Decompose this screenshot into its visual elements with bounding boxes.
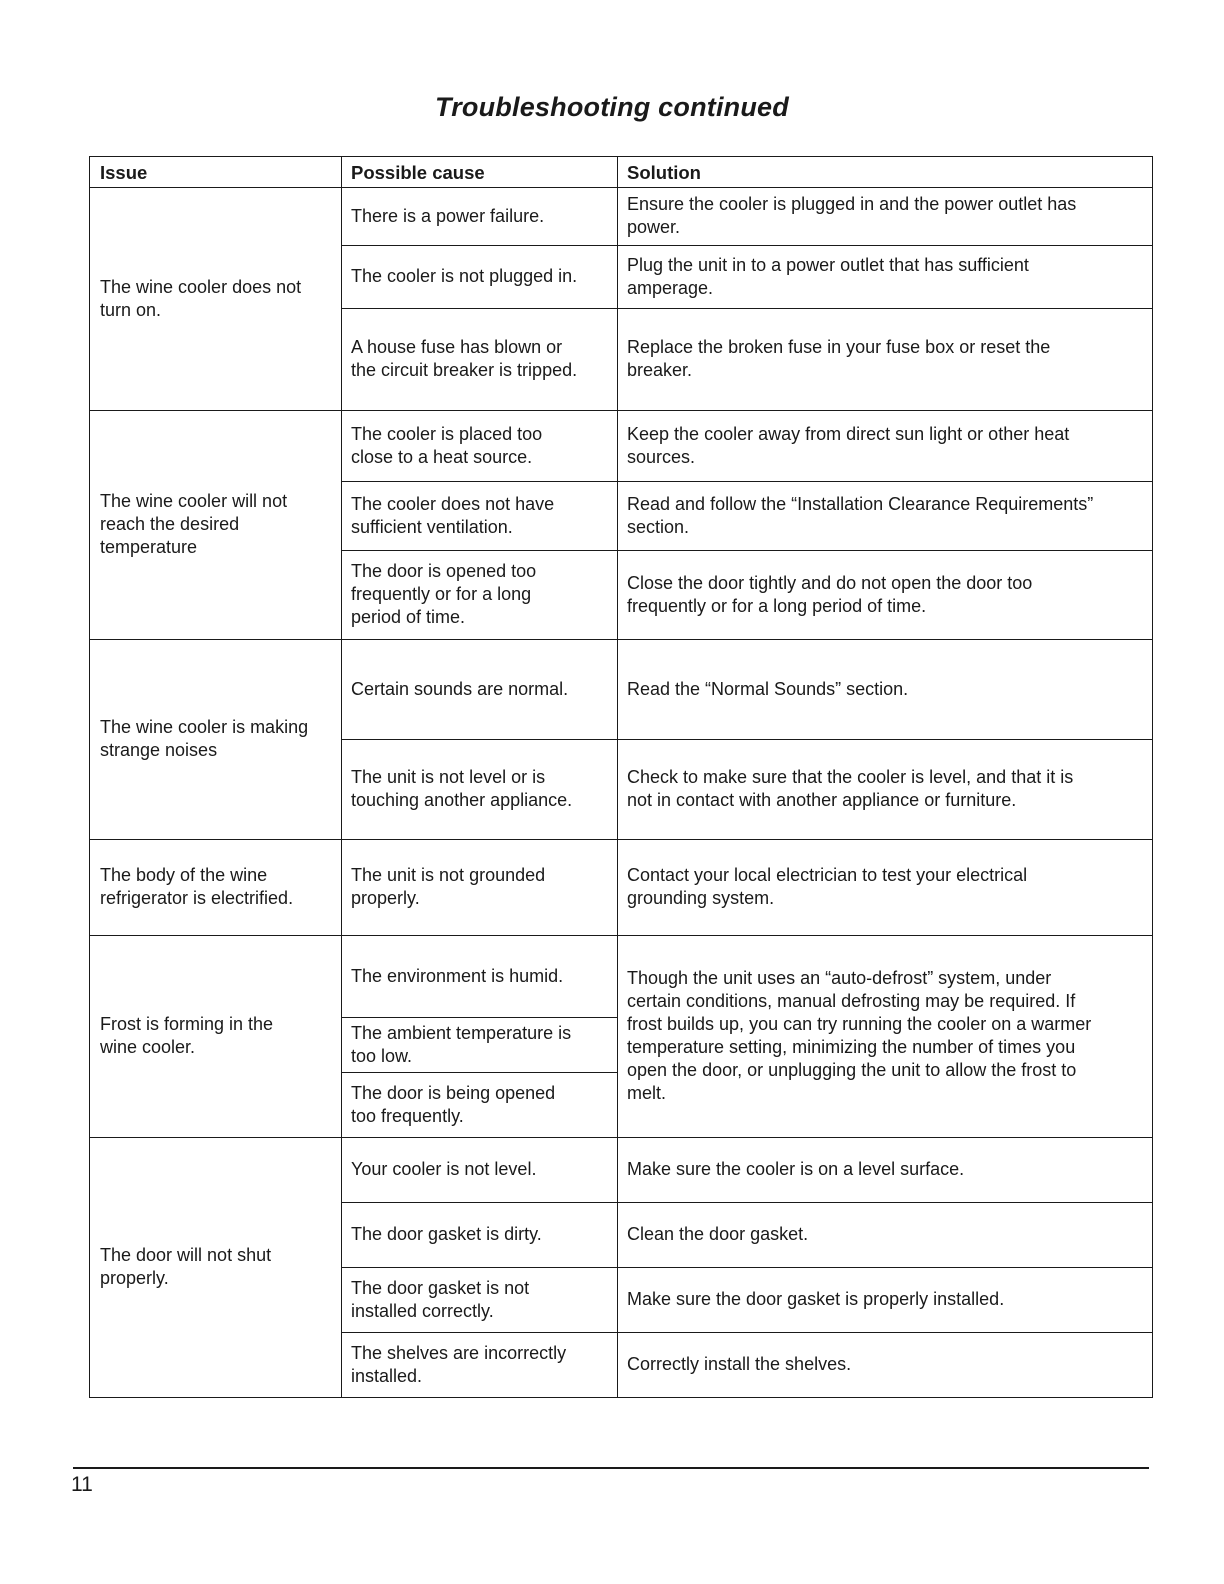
cause-cell: The door is being opened too frequently. xyxy=(351,1082,556,1126)
cause-cell: The cooler does not have sufficient ventilation. xyxy=(351,493,555,537)
solution-cell: Make sure the cooler is on a level surface. xyxy=(627,1159,965,1179)
cause-cell: The door gasket is not installed correctly. xyxy=(351,1277,530,1321)
cause-cell: Your cooler is not level. xyxy=(351,1159,537,1179)
troubleshooting-table xyxy=(89,156,1153,1398)
cause-cell: Certain sounds are normal. xyxy=(351,678,569,699)
issue-cell: The body of the wine refrigerator is electrified. xyxy=(100,865,294,908)
solution-cell: Contact your local electrician to test your electrical grounding system. xyxy=(627,865,1028,908)
footer-rule xyxy=(73,1467,1149,1469)
issue-cell: Frost is forming in the wine cooler. xyxy=(100,1014,274,1057)
cause-cell: The ambient temperature is too low. xyxy=(351,1022,572,1066)
solution-cell: Keep the cooler away from direct sun light or other heat sources. xyxy=(627,423,1070,467)
solution-cell: Read and follow the “Installation Clearance Requirements” section. xyxy=(627,493,1094,537)
solution-cell: Read the “Normal Sounds” section. xyxy=(627,678,909,699)
solution-cell: Though the unit uses an “auto-defrost” system, under certain conditions, manual defrosting may be required. If frost builds up, you can try running the cooler on a warmer temperature setting, minimizing the number of times you open the door, or unplugging the unit to allow the frost to melt. xyxy=(627,968,1092,1103)
cause-cell: The shelves are incorrectly installed. xyxy=(351,1342,567,1386)
cause-cell: The door is opened too frequently or for a long period of time. xyxy=(351,561,537,627)
header-issue: Issue xyxy=(100,161,148,183)
issue-cell: The door will not shut properly. xyxy=(100,1245,272,1288)
issue-cell: The wine cooler does not turn on. xyxy=(100,276,302,320)
cause-cell: The door gasket is dirty. xyxy=(351,1224,542,1244)
cause-cell: A house fuse has blown or the circuit breaker is tripped. xyxy=(351,337,578,380)
solution-cell: Ensure the cooler is plugged in and the power outlet has power. xyxy=(627,194,1077,237)
cause-cell: The environment is humid. xyxy=(351,965,564,986)
page-title: Troubleshooting continued xyxy=(435,92,789,122)
cause-cell: The unit is not grounded properly. xyxy=(351,865,546,908)
solution-cell: Make sure the door gasket is properly installed. xyxy=(627,1289,1005,1309)
cause-cell: The unit is not level or is touching another appliance. xyxy=(351,767,573,810)
solution-cell: Correctly install the shelves. xyxy=(627,1354,852,1374)
header-possible-cause: Possible cause xyxy=(351,161,485,183)
cause-cell: The cooler is placed too close to a heat source. xyxy=(351,423,543,467)
page-number: 11 xyxy=(71,1473,93,1496)
solution-cell: Check to make sure that the cooler is level, and that it is not in contact with another appliance or furniture. xyxy=(627,767,1074,810)
issue-cell: The wine cooler is making strange noises xyxy=(100,717,309,760)
solution-cell: Clean the door gasket. xyxy=(627,1224,809,1244)
solution-cell: Close the door tightly and do not open the door too frequently or for a long period of time. xyxy=(627,572,1033,616)
header-solution: Solution xyxy=(627,161,701,183)
cause-cell: There is a power failure. xyxy=(351,205,545,226)
solution-cell: Replace the broken fuse in your fuse box or reset the breaker. xyxy=(627,337,1051,380)
cause-cell: The cooler is not plugged in. xyxy=(351,266,578,286)
solution-cell: Plug the unit in to a power outlet that has sufficient amperage. xyxy=(627,254,1029,298)
issue-cell: The wine cooler will not reach the desired temperature xyxy=(100,491,288,557)
